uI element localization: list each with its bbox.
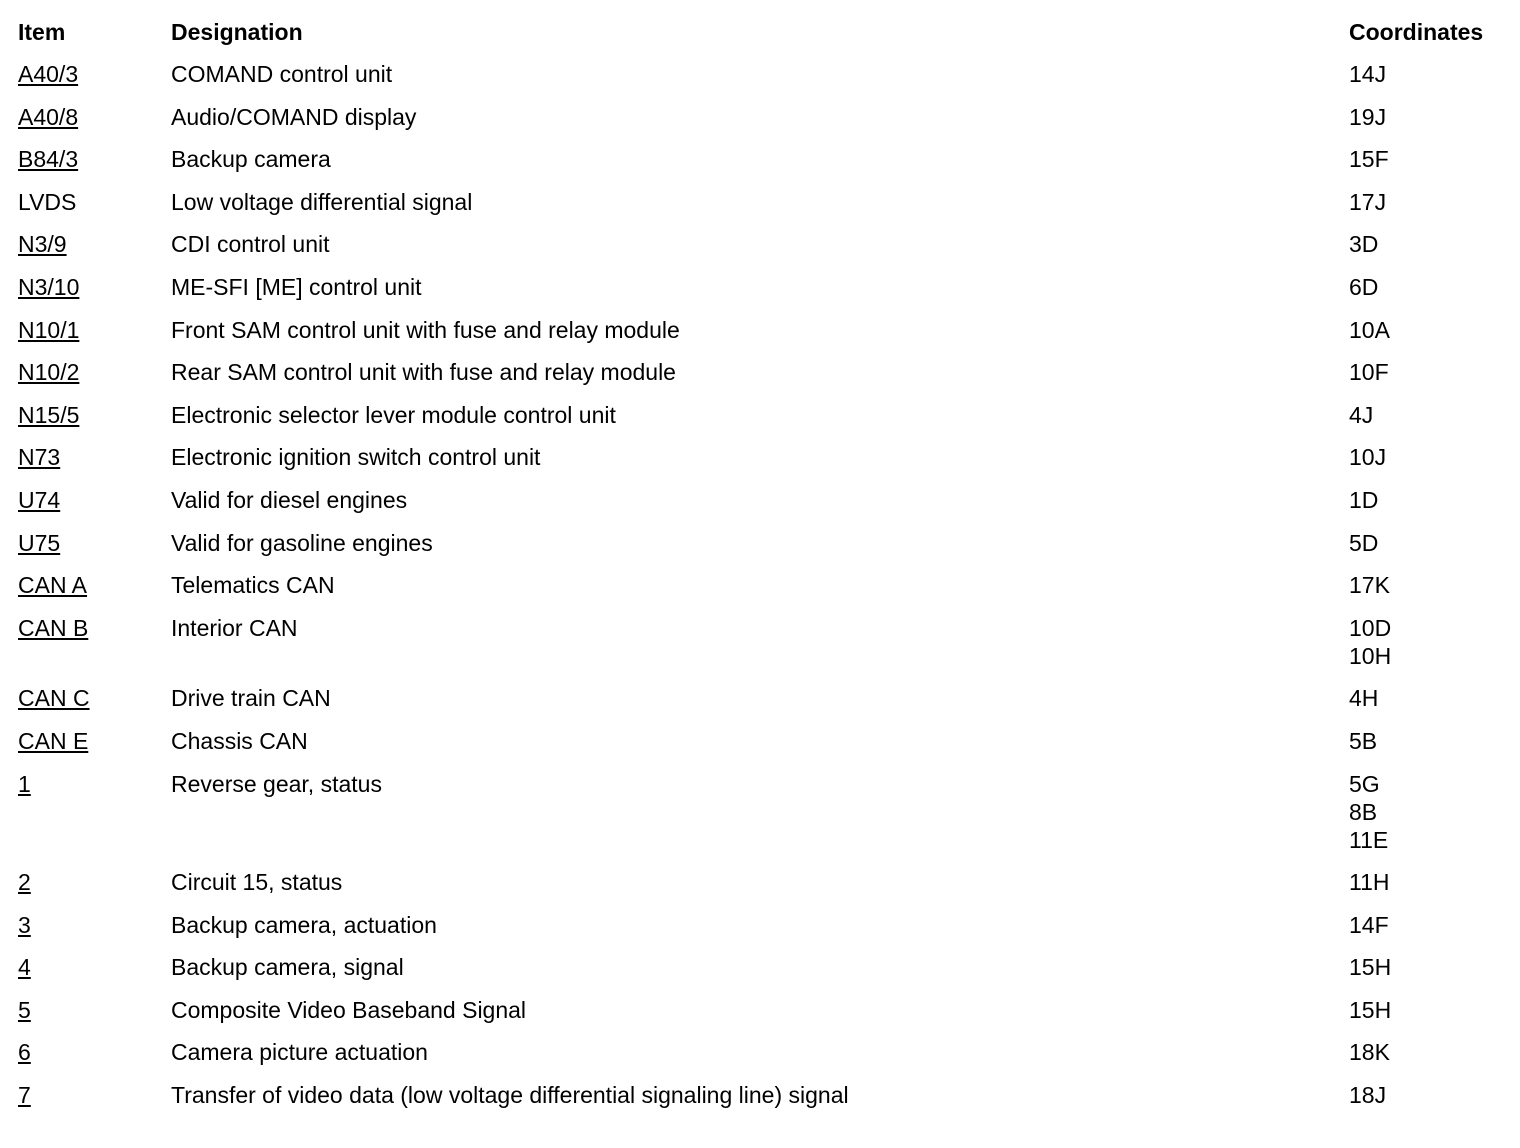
item-cell [18,401,171,444]
coordinates-cell [1349,684,1508,727]
item-cell [18,50,171,103]
item-link[interactable]: CAN E [18,727,89,754]
coordinate-value: 18K [1349,1039,1390,1066]
item-cell [18,1038,171,1081]
designation-cell: Circuit 15, status [171,869,343,896]
coordinates-cell [1349,188,1508,231]
coordinates-cell [1349,316,1508,359]
designation-cell: Chassis CAN [171,727,308,754]
coordinate-value: 3D [1349,231,1379,258]
item-cell [18,1081,171,1124]
item-link[interactable]: CAN A [18,572,88,599]
table-row [18,1081,1508,1124]
item-cell [18,996,171,1039]
item-link[interactable]: N3/9 [18,231,67,258]
item-cell [18,529,171,572]
table-row [18,316,1508,359]
table-row [18,188,1508,231]
coordinate-value: 11H [1349,869,1390,896]
coordinate-value: 6D [1349,273,1379,300]
designation-column-header: Designation [171,19,303,45]
designation-cell: COMAND control unit [171,61,393,87]
item-link[interactable]: U74 [18,486,61,513]
coordinate-value: 5D [1349,529,1379,556]
table-header [18,18,1508,50]
item-cell [18,571,171,614]
table-row [18,911,1508,954]
coordinate-value: 15H [1349,996,1392,1023]
header-row [18,18,1508,50]
item-cell [18,316,171,359]
coordinates-cell [1349,868,1508,911]
item-link[interactable]: 4 [18,954,31,981]
item-cell [18,684,171,727]
table-row [18,868,1508,911]
coordinates-cell [1349,996,1508,1039]
designation-cell: Interior CAN [171,614,298,641]
coordinates-cell [1349,273,1508,316]
designation-cell: Low voltage differential signal [171,188,473,215]
item-cell [18,911,171,954]
coordinate-value: 5G [1349,770,1380,797]
coordinates-cell [1349,614,1508,685]
item-link[interactable]: A40/8 [18,103,79,130]
table-row [18,273,1508,316]
item-link[interactable]: N10/1 [18,316,80,343]
table-row [18,401,1508,444]
coordinates-cell [1349,911,1508,954]
item-cell [18,103,171,146]
coordinate-value: 1D [1349,486,1379,513]
designation-cell: Transfer of video data (low voltage differential signaling line) signal [171,1082,849,1109]
table-row [18,727,1508,770]
item-link[interactable]: U75 [18,529,61,556]
table-row [18,529,1508,572]
table-row [18,50,1508,103]
designation-cell: Reverse gear, status [171,770,382,797]
designation-cell: Composite Video Baseband Signal [171,996,527,1023]
coordinate-value: 17K [1349,572,1390,599]
designation-cell: Valid for gasoline engines [171,529,433,556]
designation-cell: Electronic ignition switch control unit [171,444,541,471]
coordinate-value: 5B [1349,727,1378,754]
table-row [18,486,1508,529]
coordinate-value: 10F [1349,359,1389,386]
designation-cell: Valid for diesel engines [171,486,408,513]
table-row [18,996,1508,1039]
item-cell [18,145,171,188]
designation-cell: Drive train CAN [171,685,331,712]
coordinates-cell [1349,358,1508,401]
coordinate-value: 4J [1349,401,1374,428]
table-row [18,571,1508,614]
coordinates-cell [1349,145,1508,188]
coordinates-cell [1349,103,1508,146]
table-row [18,145,1508,188]
coordinates-cell [1349,486,1508,529]
coordinate-value: 8B [1349,798,1378,825]
designation-cell: Front SAM control unit with fuse and relay module [171,316,680,343]
table-row [18,1038,1508,1081]
item-link[interactable]: N3/10 [18,273,80,300]
coordinates-cell [1349,443,1508,486]
table-row [18,103,1508,146]
designation-cell: Audio/COMAND display [171,103,417,130]
item-link[interactable]: B84/3 [18,146,79,173]
coordinates-cell [1349,727,1508,770]
item-cell [18,230,171,273]
item-link[interactable]: N15/5 [18,401,80,428]
item-cell [18,443,171,486]
coordinates-cell [1349,1038,1508,1081]
coordinates-cell [1349,770,1508,869]
coordinate-value: 19J [1349,103,1387,130]
designation-cell: Backup camera, signal [171,954,404,981]
table-body [18,50,1508,1124]
coordinate-value: 10D [1349,614,1392,641]
coordinates-cell [1349,50,1508,103]
coordinate-value: 10H [1349,642,1392,669]
coordinate-value: 17J [1349,188,1387,215]
item-link[interactable]: 3 [18,911,31,938]
coordinate-value: 14J [1349,61,1387,87]
coordinates-cell [1349,230,1508,273]
item-link[interactable]: CAN C [18,685,90,712]
item-cell [18,188,171,231]
item-cell [18,358,171,401]
legend-table [18,18,1508,1124]
coordinates-cell [1349,401,1508,444]
designation-cell: Camera picture actuation [171,1039,428,1066]
designation-cell: CDI control unit [171,231,330,258]
item-link[interactable]: 6 [18,1039,31,1066]
coordinates-cell [1349,953,1508,996]
table-row [18,358,1508,401]
item-link[interactable]: A40/3 [18,61,79,87]
item-link[interactable]: N73 [18,444,61,471]
table-row [18,230,1508,273]
coordinate-value: 15F [1349,146,1389,173]
coordinates-cell [1349,571,1508,614]
coordinate-value: 10A [1349,316,1390,343]
item-link[interactable]: N10/2 [18,359,80,386]
item-cell [18,953,171,996]
designation-cell: Telematics CAN [171,572,335,599]
table-row [18,953,1508,996]
item-link[interactable]: CAN B [18,614,89,641]
coordinate-value: 18J [1349,1082,1387,1109]
item-cell [18,727,171,770]
table-row [18,443,1508,486]
item-cell [18,273,171,316]
coordinate-value: 15H [1349,954,1392,981]
item-column-header: Item [18,19,66,45]
item-link[interactable]: 7 [18,1082,31,1109]
item-link[interactable]: 1 [18,770,31,797]
coordinates-cell [1349,1081,1508,1124]
designation-cell: ME-SFI [ME] control unit [171,273,422,300]
item-link[interactable]: 2 [18,869,31,896]
item-cell [18,868,171,911]
coordinate-value: 10J [1349,444,1387,471]
item-link[interactable]: 5 [18,996,31,1023]
coordinate-value: 11E [1349,826,1389,853]
designation-cell: Backup camera, actuation [171,911,437,938]
item-label: LVDS [18,188,77,215]
coordinate-value: 14F [1349,911,1389,938]
item-cell [18,486,171,529]
designation-cell: Electronic selector lever module control unit [171,401,616,428]
coordinates-column-header: Coordinates [1349,19,1484,45]
item-cell [18,770,171,869]
coordinate-value: 4H [1349,685,1379,712]
designation-cell: Rear SAM control unit with fuse and relay module [171,359,676,386]
table-row [18,614,1508,685]
table-row [18,770,1508,869]
coordinates-cell [1349,529,1508,572]
table-row [18,684,1508,727]
designation-cell: Backup camera [171,146,331,173]
item-cell [18,614,171,685]
